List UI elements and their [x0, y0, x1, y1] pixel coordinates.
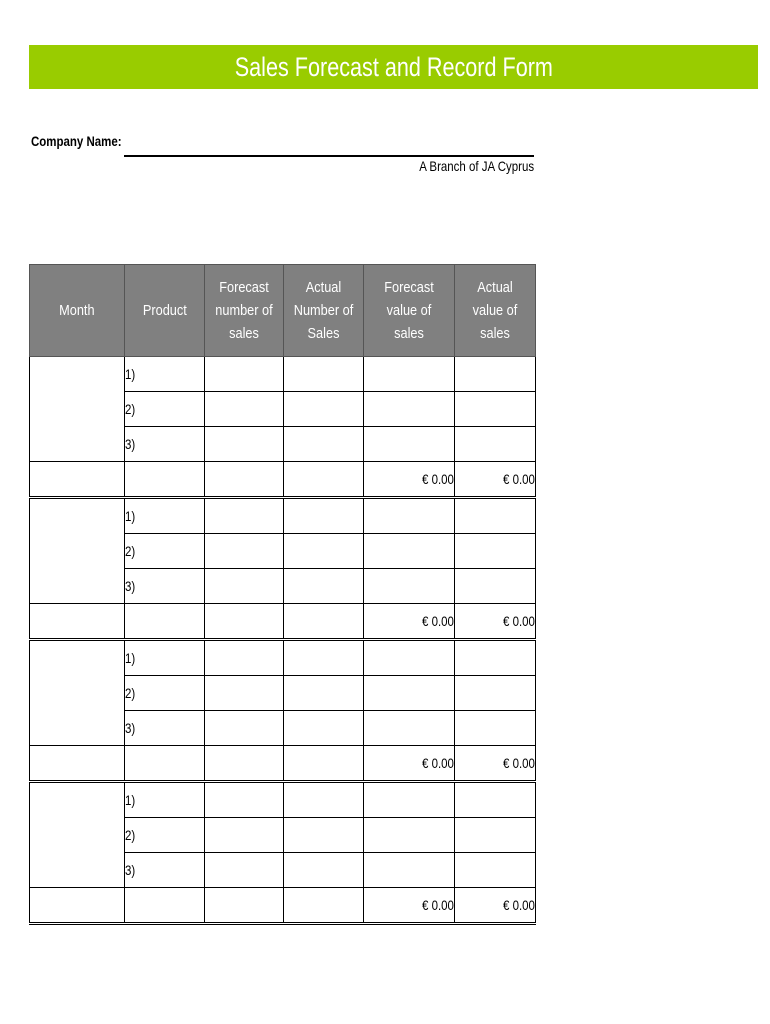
header-month: Month: [30, 265, 125, 357]
subtotal-empty-cell: [284, 604, 364, 640]
month-cell[interactable]: [30, 357, 125, 462]
actual-number-cell[interactable]: [284, 818, 364, 853]
forecast-value-cell[interactable]: [364, 818, 455, 853]
actual-value-cell[interactable]: [455, 853, 536, 888]
subtotal-empty-cell: [125, 604, 205, 640]
subtotal-empty-cell: [284, 462, 364, 498]
actual-value-cell[interactable]: [455, 640, 536, 676]
actual-value-cell[interactable]: [455, 818, 536, 853]
subtotal-empty-cell: [205, 462, 284, 498]
product-cell[interactable]: 3): [125, 569, 205, 604]
subtotal-empty-cell: [205, 604, 284, 640]
branch-text: A Branch of JA Cyprus: [419, 158, 534, 174]
forecast-number-cell[interactable]: [205, 782, 284, 818]
actual-value-cell[interactable]: [455, 427, 536, 462]
product-cell[interactable]: 3): [125, 427, 205, 462]
subtotal-empty-cell: [284, 746, 364, 782]
actual-value-cell[interactable]: [455, 782, 536, 818]
header-actual-value: Actual value of sales: [455, 265, 536, 357]
subtotal-row: [30, 462, 536, 498]
actual-number-cell[interactable]: [284, 853, 364, 888]
forecast-number-cell[interactable]: [205, 357, 284, 392]
actual-value-cell[interactable]: [455, 534, 536, 569]
forecast-value-cell[interactable]: [364, 676, 455, 711]
actual-total-cell: € 0.00: [455, 604, 536, 640]
forecast-total-cell: € 0.00: [364, 746, 455, 782]
subtotal-empty-cell: [284, 888, 364, 924]
actual-value-cell[interactable]: [455, 676, 536, 711]
subtotal-row: [30, 604, 536, 640]
forecast-value-cell[interactable]: [364, 640, 455, 676]
subtotal-empty-cell: [205, 746, 284, 782]
product-cell[interactable]: 1): [125, 640, 205, 676]
product-cell[interactable]: 1): [125, 357, 205, 392]
subtotal-empty-cell: [125, 462, 205, 498]
product-cell[interactable]: 2): [125, 818, 205, 853]
actual-value-cell[interactable]: [455, 711, 536, 746]
title-bar: [29, 45, 758, 89]
header-forecast-value: Forecast value of sales: [364, 265, 455, 357]
forecast-number-cell[interactable]: [205, 818, 284, 853]
forecast-number-cell[interactable]: [205, 569, 284, 604]
forecast-value-cell[interactable]: [364, 711, 455, 746]
month-cell[interactable]: [30, 782, 125, 888]
forecast-number-cell[interactable]: [205, 392, 284, 427]
product-row: [30, 640, 536, 676]
actual-number-cell[interactable]: [284, 357, 364, 392]
forecast-value-cell[interactable]: [364, 392, 455, 427]
product-row: [30, 782, 536, 818]
header-forecast-number: Forecast number of sales: [205, 265, 284, 357]
actual-value-cell[interactable]: [455, 392, 536, 427]
forecast-number-cell[interactable]: [205, 640, 284, 676]
forecast-value-cell[interactable]: [364, 498, 455, 534]
actual-number-cell[interactable]: [284, 569, 364, 604]
forecast-value-cell[interactable]: [364, 357, 455, 392]
actual-number-cell[interactable]: [284, 711, 364, 746]
actual-value-cell[interactable]: [455, 569, 536, 604]
forecast-value-cell[interactable]: [364, 534, 455, 569]
subtotal-row: [30, 888, 536, 924]
subtotal-empty-cell: [205, 888, 284, 924]
subtotal-empty-cell: [30, 746, 125, 782]
subtotal-row: [30, 746, 536, 782]
actual-total-cell: € 0.00: [455, 888, 536, 924]
forecast-total-cell: € 0.00: [364, 604, 455, 640]
actual-number-cell[interactable]: [284, 498, 364, 534]
header-row: [30, 265, 536, 357]
company-name-label: Company Name:: [31, 133, 122, 149]
header-actual-number: Actual Number of Sales: [284, 265, 364, 357]
company-name-field[interactable]: [124, 155, 534, 157]
month-cell[interactable]: [30, 640, 125, 746]
product-cell[interactable]: 3): [125, 853, 205, 888]
product-cell[interactable]: 2): [125, 676, 205, 711]
actual-number-cell[interactable]: [284, 640, 364, 676]
actual-number-cell[interactable]: [284, 392, 364, 427]
subtotal-empty-cell: [125, 888, 205, 924]
actual-number-cell[interactable]: [284, 534, 364, 569]
product-row: [30, 498, 536, 534]
forecast-number-cell[interactable]: [205, 711, 284, 746]
product-cell[interactable]: 2): [125, 392, 205, 427]
product-cell[interactable]: 1): [125, 782, 205, 818]
forecast-value-cell[interactable]: [364, 853, 455, 888]
product-cell[interactable]: 2): [125, 534, 205, 569]
actual-total-cell: € 0.00: [455, 462, 536, 498]
actual-total-cell: € 0.00: [455, 746, 536, 782]
form-title: Sales Forecast and Record Form: [234, 51, 553, 82]
forecast-total-cell: € 0.00: [364, 462, 455, 498]
product-cell[interactable]: 1): [125, 498, 205, 534]
forecast-number-cell[interactable]: [205, 427, 284, 462]
actual-number-cell[interactable]: [284, 676, 364, 711]
subtotal-empty-cell: [30, 462, 125, 498]
product-cell[interactable]: 3): [125, 711, 205, 746]
forecast-value-cell[interactable]: [364, 569, 455, 604]
forecast-value-cell[interactable]: [364, 782, 455, 818]
subtotal-empty-cell: [30, 604, 125, 640]
actual-value-cell[interactable]: [455, 498, 536, 534]
sales-forecast-table: [29, 264, 536, 925]
forecast-number-cell[interactable]: [205, 676, 284, 711]
month-cell[interactable]: [30, 498, 125, 604]
actual-value-cell[interactable]: [455, 357, 536, 392]
actual-number-cell[interactable]: [284, 427, 364, 462]
forecast-number-cell[interactable]: [205, 534, 284, 569]
forecast-number-cell[interactable]: [205, 498, 284, 534]
subtotal-empty-cell: [125, 746, 205, 782]
forecast-value-cell[interactable]: [364, 427, 455, 462]
subtotal-empty-cell: [30, 888, 125, 924]
forecast-total-cell: € 0.00: [364, 888, 455, 924]
actual-number-cell[interactable]: [284, 782, 364, 818]
forecast-number-cell[interactable]: [205, 853, 284, 888]
header-product: Product: [125, 265, 205, 357]
product-row: [30, 357, 536, 392]
